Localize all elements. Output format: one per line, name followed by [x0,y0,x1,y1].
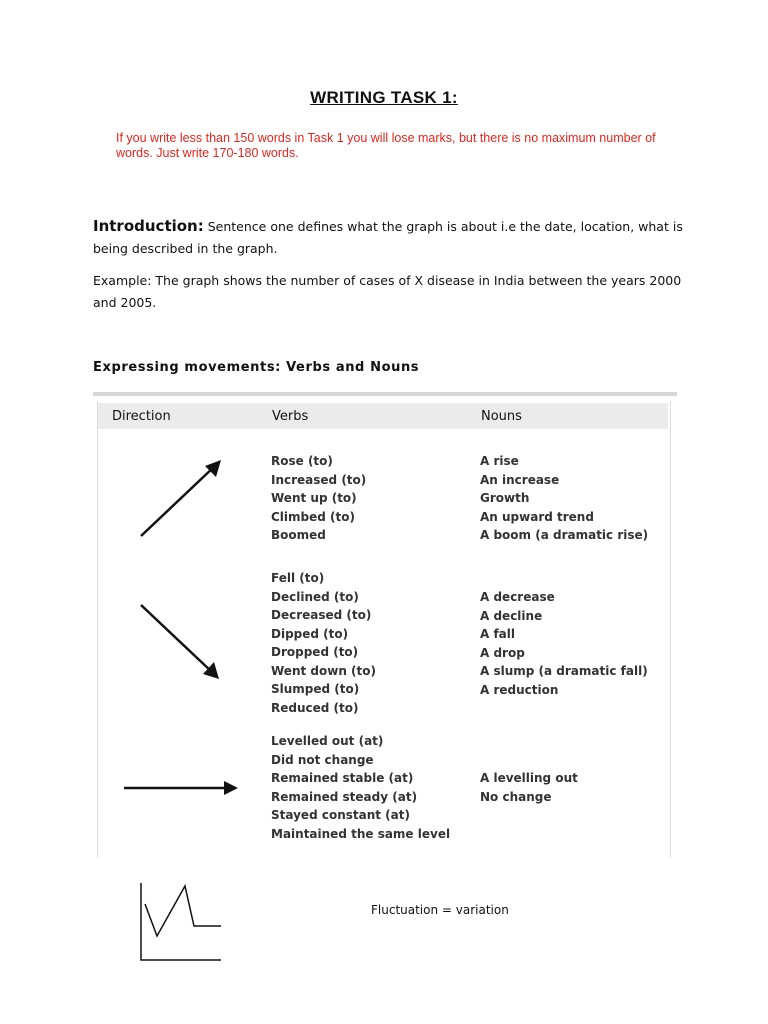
noun-item: A slump (a dramatic fall) [480,664,648,678]
noun-item: A decline [480,608,543,623]
introduction-label: Introduction: [93,217,204,235]
verb-item: Climbed (to) [271,509,355,524]
noun-item: Growth [480,491,530,505]
arrow-right-icon [120,776,245,800]
word-count-warning: If you write less than 150 words in Task 1 you will lose marks, but there is no maximum number of words. Just write 170-180 words. [116,131,656,160]
table-header-row [98,403,668,429]
verb-item: Remained stable (at) [271,771,414,785]
header-verbs: Verbs [272,409,309,424]
noun-item: A rise [480,454,519,468]
header-nouns: Nouns [481,409,522,424]
noun-item: An increase [480,472,560,487]
verb-item: Went up (to) [271,491,357,505]
verb-item: Went down (to) [271,663,376,678]
header-direction: Direction [112,409,171,424]
introduction-paragraph [93,215,683,260]
verb-item: Reduced (to) [271,700,359,715]
noun-item: A boom (a dramatic rise) [480,528,649,542]
noun-item: A fall [480,627,516,641]
verbs-fall-list [271,569,376,717]
noun-item: A levelling out [480,771,578,785]
section-heading: Expressing movements: Verbs and Nouns [93,360,420,375]
nouns-rise-list [480,452,648,545]
fluctuation-graph-icon [136,880,226,966]
verbs-level-list [271,732,450,843]
verb-item: Dropped (to) [271,645,359,659]
example-paragraph: Example: The graph shows the number of cases of X disease in India between the years 2000 and 2005. [93,273,682,310]
noun-item: A decrease [480,590,555,604]
introduction-text: Sentence one defines what the graph is about i.e the date, location, what is being described in the graph. [93,219,683,256]
verb-item: Remained steady (at) [271,789,418,804]
verb-item: Dipped (to) [271,626,349,641]
noun-item: No change [480,789,552,804]
verb-item: Boomed [271,528,326,542]
page-title: WRITING TASK 1: [310,88,458,107]
noun-item: An upward trend [480,509,594,524]
noun-item: A drop [480,645,525,660]
noun-item: A reduction [480,682,559,697]
arrow-down-icon [130,598,230,684]
fluctuation-label: Fluctuation = variation [371,903,509,917]
verb-item: Declined (to) [271,589,359,604]
arrow-up-icon [130,455,230,545]
verb-item: Stayed constant (at) [271,808,410,822]
nouns-fall-list [480,588,648,699]
verb-item: Decreased (to) [271,608,372,622]
verb-item: Fell (to) [271,571,325,585]
verb-item: Maintained the same level [271,826,451,841]
verb-item: Slumped (to) [271,682,360,696]
verb-item: Rose (to) [271,454,333,468]
verbs-rise-list [271,452,366,545]
verb-item: Did not change [271,752,374,767]
table-top-rule [93,392,677,396]
verb-item: Increased (to) [271,472,367,487]
nouns-level-list [480,769,578,806]
verb-item: Levelled out (at) [271,734,384,748]
